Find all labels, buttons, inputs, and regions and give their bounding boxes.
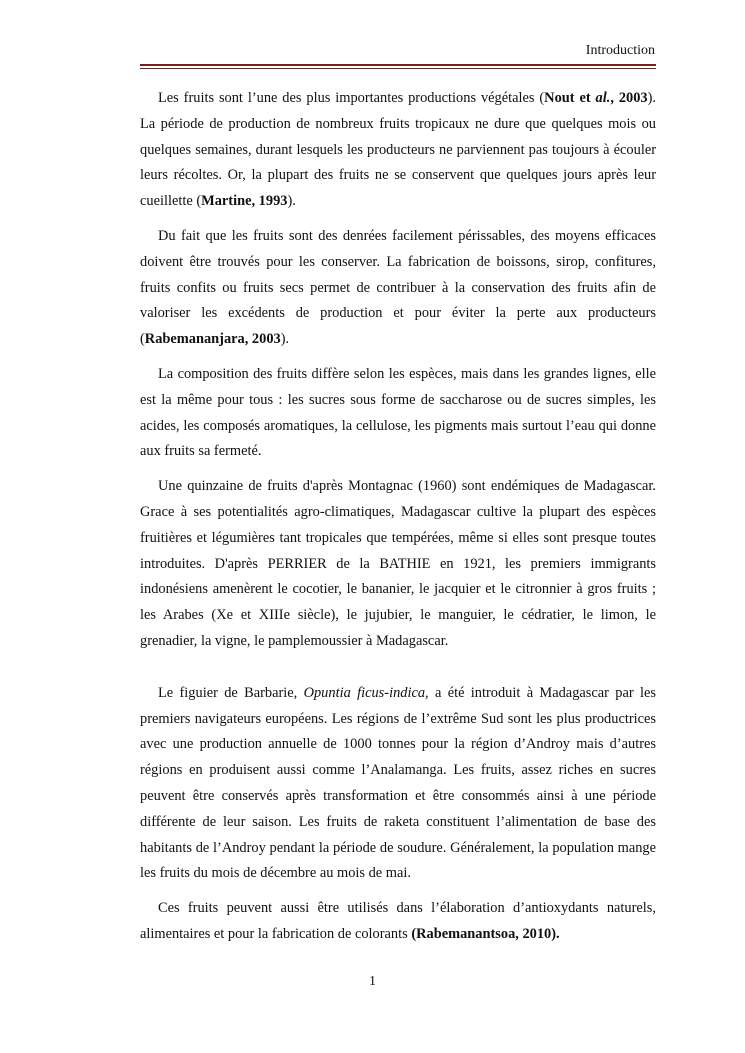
citation-nout-year: , 2003 bbox=[610, 90, 648, 106]
citation-nout bbox=[544, 90, 647, 106]
page-number: 1 bbox=[369, 974, 376, 989]
paragraph-5 bbox=[140, 681, 656, 887]
paragraph-3: La composition des fruits diffère selon les espèces, mais dans les grandes lignes, elle est la même pour tous : les sucres sous forme de saccharose ou de sucres simples, les acides, les composés aromatiques, la cellulose, les pigments mais surtout l’eau qui donne aux fruits sa fermeté. bbox=[140, 365, 656, 460]
paragraph-2-text-a: Du fait que les fruits sont des denrées facilement périssables, des moyens efficaces doivent être trouvés pour les conserver. La fabrication de boissons, sirop, confitures, fruits confits ou fruits secs permet de contribuer à la conservation des fruits afin de valoriser les excédents de production et pour éviter la perte aux producteurs ( bbox=[140, 227, 656, 348]
citation-rabemanantsoa: (Rabemanantsoa, 2010). bbox=[411, 925, 560, 942]
paragraph-4: Une quinzaine de fruits d'après Montagnac (1960) sont endémiques de Madagascar. Grace à ses potentialités agro-climatiques, Madagascar cultive la plupart des espèces fruitières et légumières tant tropicales que tempérées, même si elles sont presque toutes introduites. D'après PERRIER de la BATHIE en 1921, les premiers immigrants indonésiens amenèrent le cocotier, le bananier, le jacquier et le citronnier à gros fruits ; les Arabes (Xe et XIIIe siècle), le jujubier, le manguier, le cédratier, le limon, le grenadier, la vigne, le pamplemoussier à Madagascar. bbox=[140, 478, 656, 649]
paragraph-2-text-b: ). bbox=[280, 331, 290, 348]
paragraph-1-text-b: ). La période de production de nombreux fruits tropicaux ne dure que quelques mois ou quelques semaines, durant lesquels les producteurs ne parviennent pas toujours à écouler leurs récoltes. Or, la plupart des fruits ne se conservent que quelques jours après leur cueillette ( bbox=[140, 90, 656, 210]
paragraph-5-text-b: , a été introduit à Madagascar par les premiers navigateurs européens. Les régions de l’extrême Sud sont les plus productrices avec une production annuelle de 1000 tonnes pour la région d’Androy mais d’autres régions en produisent aussi comme l’Analamanga. Les fruits, assez riches en sucres peuvent être conservés après transformation et être consommés ainsi à une période différente de leur saison. Les fruits de raketa constituent l’alimentation de base des habitants de l’Androy pendant la période de soudure. Généralement, la population mange les fruits du mois de décembre au mois de mai. bbox=[140, 684, 656, 882]
species-name: Opuntia ficus-indica bbox=[303, 684, 426, 701]
paragraph-1-text-c: ). bbox=[287, 193, 296, 210]
header-rule-thick bbox=[140, 64, 656, 66]
paragraph-6 bbox=[140, 896, 656, 948]
body-text bbox=[140, 86, 656, 957]
paragraph-1 bbox=[140, 86, 656, 215]
paragraph-6-text-a: Ces fruits peuvent aussi être utilisés dans l’élaboration d’antioxydants naturels, alimentaires et pour la fabrication de colorants bbox=[140, 900, 656, 942]
citation-martine: Martine, 1993 bbox=[201, 193, 288, 210]
header-rule-thin bbox=[140, 68, 656, 69]
running-header-title: Introduction bbox=[585, 43, 655, 58]
paragraph-5-text-a: Le figuier de Barbarie, bbox=[158, 684, 304, 701]
paragraph-2 bbox=[140, 224, 656, 353]
citation-rabemananjara: Rabemananjara, 2003 bbox=[144, 331, 281, 348]
citation-nout-etal: al. bbox=[595, 90, 611, 106]
paragraph-1-text-a: Les fruits sont l’une des plus importantes productions végétales ( bbox=[158, 90, 545, 106]
citation-nout-authors: Nout et bbox=[544, 90, 596, 106]
